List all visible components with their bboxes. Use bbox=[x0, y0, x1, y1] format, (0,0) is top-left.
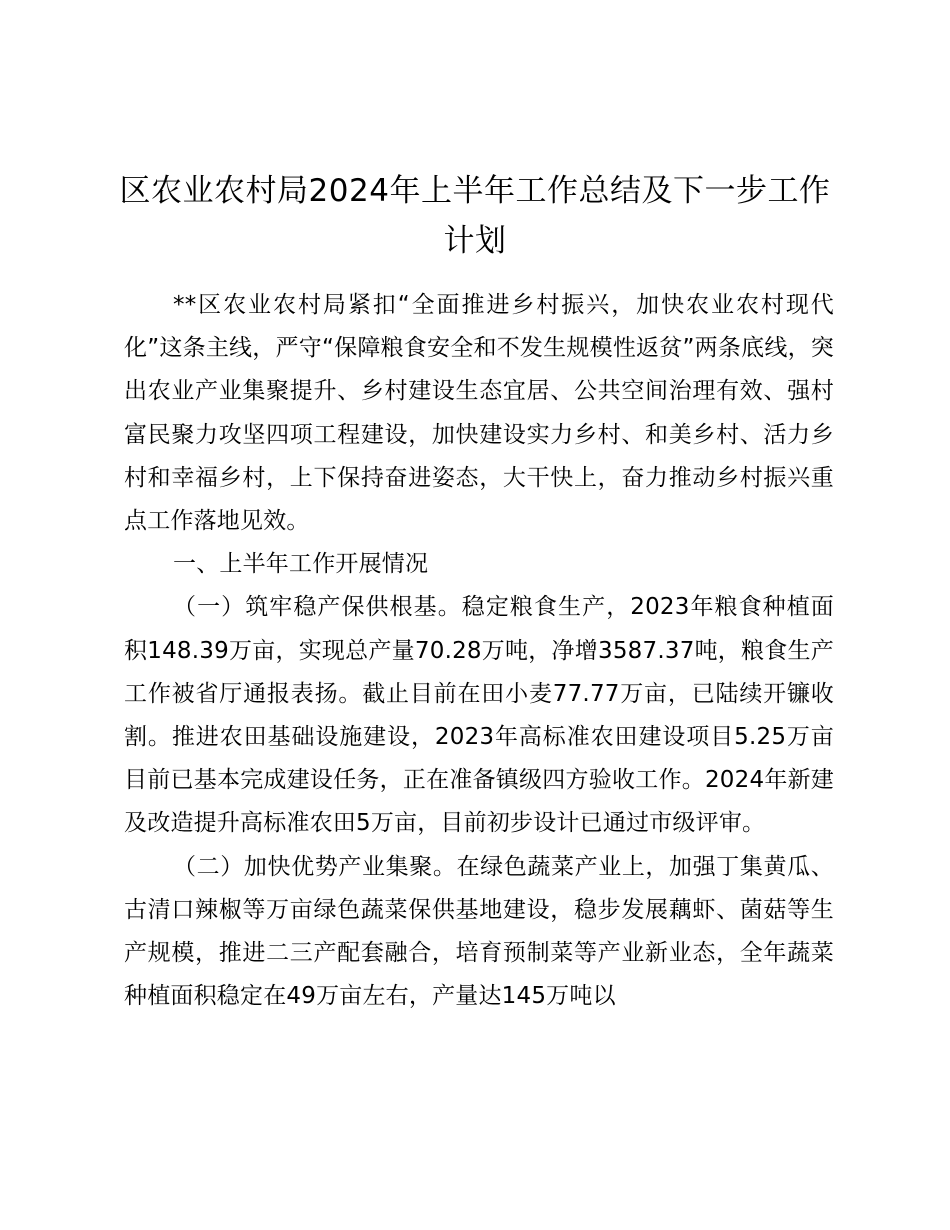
document-body bbox=[124, 284, 834, 1018]
paragraph-intro: **区农业农村局紧扣“全面推进乡村振兴，加快农业农村现代化”这条主线，严守“保障粮食安全和不发生规模性返贫”两条底线，突出农业产业集聚提升、乡村建设生态宜居、公共空间治理有效、强村富民聚力攻坚四项工程建设，加快建设实力乡村、和美乡村、活力乡村和幸福乡村，上下保持奋进姿态，大干快上，奋力推动乡村振兴重点工作落地见效。 bbox=[124, 292, 834, 535]
document-title: 区农业农村局2024年上半年工作总结及下一步工作计划 bbox=[119, 173, 831, 259]
paragraph-industry-clustering: （二）加快优势产业集聚。在绿色蔬菜产业上，加强丁集黄瓜、古清口辣椒等万亩绿色蔬菜保供基地建设，稳步发展藕虾、菌菇等生产规模，推进二三产配套融合，培育预制菜等产业新业态，全年蔬菜种植面积稳定在49万亩左右，产量达145万吨以 bbox=[124, 853, 834, 1010]
section-heading: 一、上半年工作开展情况 bbox=[173, 551, 429, 578]
paragraph-grain-production: （一）筑牢稳产保供根基。稳定粮食生产，2023年粮食种植面积148.39万亩，实现总产量70.28万吨，净增3587.37吨，粮食生产工作被省厅通报表扬。截止目前在田小麦77.77万亩，已陆续开镰收割。推进农田基础设施建设，2023年高标准农田建设项目5.25万亩目前已基本完成建设任务，正在准备镇级四方验收工作。2024年新建及改造提升高标准农田5万亩，目前初步设计已通过市级评审。 bbox=[124, 594, 834, 837]
